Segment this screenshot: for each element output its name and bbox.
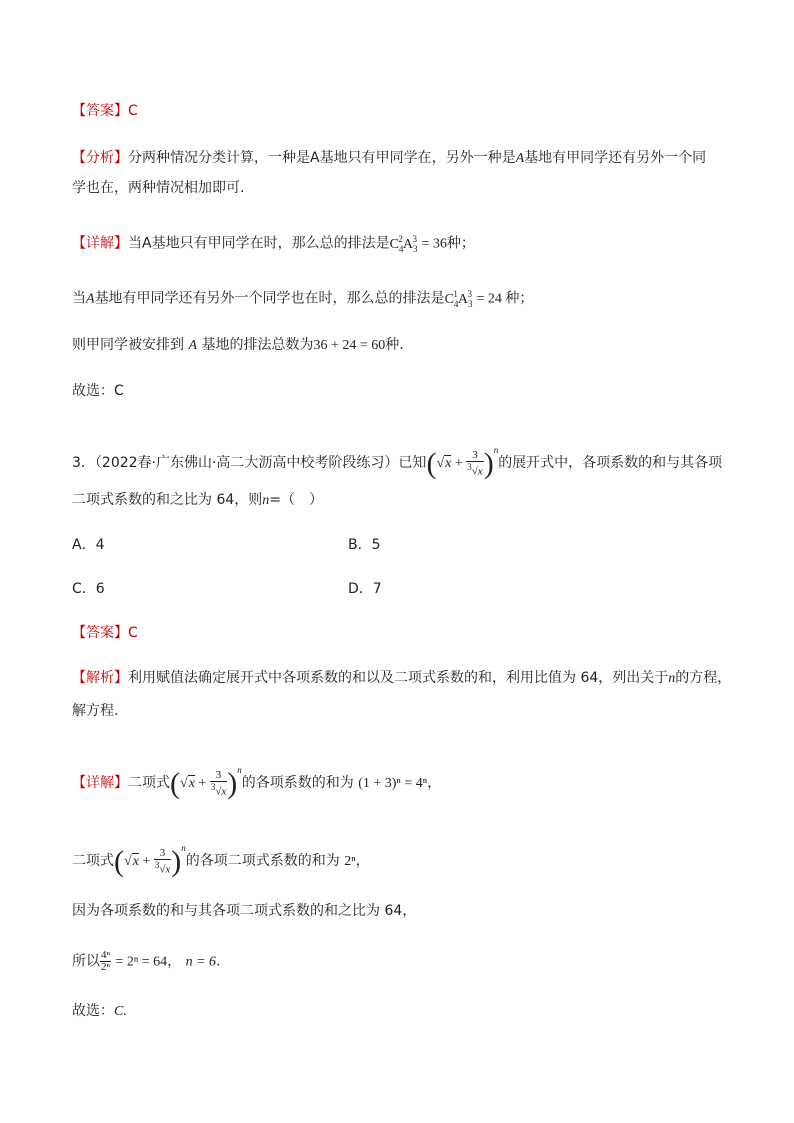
- answer-tag-q3: 【答案】: [72, 625, 128, 641]
- detail-tag: 【详解】: [72, 235, 128, 252]
- jiexi-tag: 【解析】: [72, 670, 128, 686]
- q3-ratio-denominator: 2ⁿ: [101, 961, 110, 973]
- q3-stem-line1: [72, 440, 722, 479]
- q2-detail-text1: 当A基地只有甲同学在时，那么总的排法是: [128, 235, 390, 252]
- q3-jiexi-line2: [72, 701, 118, 721]
- q2-detail-text3c: 种.: [385, 337, 404, 353]
- q3-detail-text2c: ，: [355, 853, 370, 869]
- q2-detail-sum: 36 + 24 = 60: [313, 338, 386, 353]
- q3-detail-text2a: 二项式: [72, 853, 114, 869]
- q3-detail-text1c: ，: [427, 775, 442, 791]
- q2-analysis-line2: [72, 178, 244, 198]
- option-d[interactable]: D．7: [348, 581, 382, 597]
- answer-tag: 【答案】: [72, 103, 128, 119]
- q2-detail-line3: [72, 335, 404, 356]
- q2-detail-value1: = 36种；: [421, 236, 475, 252]
- q2-detail-text2a: 当: [72, 290, 86, 307]
- q2-analysis-text1b: 基地有甲同学还有另外一个同: [524, 150, 707, 166]
- detail-tag-q3: 【详解】: [72, 775, 128, 791]
- q3-detail-text2b: 的各项二项式系数的和为: [185, 853, 340, 869]
- q3-detail-text1b: 的各项系数的和为: [241, 775, 354, 791]
- q3-detail-binomial1: (√x + $\frac{3}{^3√x}$ )$^n$: [170, 765, 242, 800]
- q2-detail-base-a: A: [86, 291, 95, 307]
- q3-answer-value: C: [128, 625, 138, 641]
- q3-detail-binom-sum: 2ⁿ: [344, 854, 356, 869]
- q3-detail-ratio-expr: = 2ⁿ = 64，: [115, 954, 182, 970]
- q3-detail-sum-expr: (1 + 3)ⁿ = 4ⁿ: [358, 776, 428, 791]
- q3-detail-text4c: .: [216, 953, 221, 970]
- q2-analysis-text2: 学也在，两种情况相加即可.: [72, 180, 245, 196]
- q3-choose-value: C.: [114, 1004, 127, 1019]
- q3-stem-eq: =（ ）: [269, 492, 323, 508]
- q2-detail-value2: = 24 种；: [476, 291, 534, 307]
- q3-detail-binomial2: (√x + $\frac{3}{^3√x}$ )$^n$: [114, 843, 186, 878]
- q2-detail-formula2: $C_4^1A_3^3$: [444, 289, 473, 309]
- q3-jiexi-text2: 解方程.: [72, 703, 119, 719]
- q3-detail-line2: [72, 838, 370, 877]
- q3-jiexi-text1: 利用赋值法确定展开式中各项系数的和以及二项式系数的和，利用比值为 64，列出关于: [128, 670, 669, 686]
- option-b[interactable]: B．5: [348, 537, 381, 553]
- q3-detail-text4a: 所以: [72, 953, 100, 970]
- q2-answer-line: [72, 101, 138, 121]
- q3-detail-line3: [72, 901, 416, 921]
- q3-stem-prefix: 3．（2022春·广东佛山·高二大沥高中校考阶段练习）已知: [72, 455, 427, 471]
- q3-detail-line1: [72, 760, 441, 799]
- q2-detail-formula1: $C_4^2A_3^3$: [389, 234, 418, 254]
- q3-answer-line: [72, 623, 138, 643]
- q3-stem-var-n: n: [262, 493, 270, 508]
- q2-analysis-text1: 分两种情况分类计算，一种是A基地只有甲同学在，另外一种是: [128, 150, 516, 166]
- q3-stem-text2: 二项式系数的和之比为 64，则: [72, 492, 263, 508]
- q2-detail-text3b: 基地的排法总数为: [201, 337, 314, 353]
- q2-answer-value: C: [128, 103, 138, 119]
- q3-detail-ratio-fraction: [100, 950, 111, 973]
- option-c[interactable]: C．6: [72, 581, 105, 597]
- q3-detail-n-value: n = 6: [185, 954, 217, 970]
- q3-choose-label: 故选：: [72, 1003, 114, 1019]
- q2-detail-text3a: 则甲同学被安排到: [72, 337, 184, 353]
- option-a[interactable]: A．4: [72, 537, 105, 553]
- q2-choose-line: [72, 381, 124, 401]
- q2-detail-base-a2: A: [188, 338, 198, 353]
- q3-jiexi-var-n: n: [668, 671, 676, 686]
- q3-jiexi-line1: [72, 668, 731, 689]
- q2-choose: 故选：C: [72, 383, 124, 399]
- q2-detail-text2b: 基地有甲同学还有另外一个同学也在时，那么总的排法是: [94, 290, 445, 307]
- q2-analysis-base-a: A: [515, 151, 525, 166]
- q2-detail-line2: [72, 284, 533, 313]
- q3-binomial-expr: (√x + $\frac{3}{^3√x}$ )$^n$: [426, 445, 499, 480]
- q3-detail-text3: 因为各项系数的和与其各项二项式系数的和之比为 64，: [72, 903, 417, 919]
- analysis-tag: 【分析】: [72, 150, 128, 166]
- q3-stem-line2: [72, 490, 323, 511]
- q3-detail-line4: [72, 950, 220, 973]
- q3-stem-suffix: 的展开式中，各项系数的和与其各项: [498, 455, 723, 471]
- q2-detail-line1: [72, 229, 475, 258]
- q3-choose-line: [72, 1001, 127, 1022]
- q2-analysis-line1: [72, 148, 706, 169]
- q3-detail-text1a: 二项式: [128, 775, 170, 791]
- q3-ratio-numerator: 4ⁿ: [101, 949, 110, 961]
- q3-jiexi-text1b: 的方程，: [675, 670, 732, 686]
